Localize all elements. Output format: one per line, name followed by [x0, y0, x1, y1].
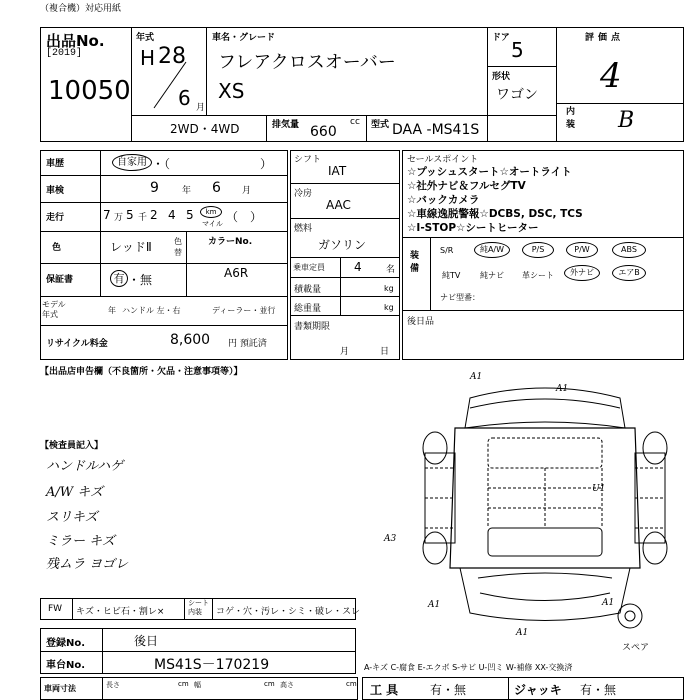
jack-value: 有・無	[580, 683, 617, 697]
tools-label: 工 具	[370, 683, 399, 697]
weight-label: 総重量	[294, 304, 322, 314]
equipment-label: 装備	[410, 251, 420, 274]
capacity-value: 4	[354, 260, 362, 274]
model-code: DAA -MS41S	[392, 122, 480, 138]
equip-abs-circled: ABS	[612, 242, 646, 258]
spare-label: スペア	[622, 643, 650, 653]
weight-unit: kg	[384, 303, 394, 312]
fw-items: キズ・ヒビ石・割レ×	[76, 607, 165, 617]
docs-label: 書類期限	[294, 322, 331, 332]
lot-label: 出品No.	[46, 32, 105, 50]
mile-label: マイル	[202, 220, 223, 228]
km-circled: km	[200, 206, 222, 218]
color-change-label: 色替	[174, 237, 182, 257]
shape-label: 形状	[492, 72, 511, 82]
model-label: 型式	[371, 120, 390, 130]
year-era: H	[140, 46, 156, 70]
warranty-yes-circled: 有	[110, 270, 128, 287]
recycle-label: リサイクル料金	[46, 339, 108, 349]
colorno-value: A6R	[224, 266, 249, 280]
docs-month: 月	[340, 347, 350, 357]
history-close-paren: ）	[260, 157, 273, 171]
model-year-label: モデル年式	[42, 300, 66, 319]
equip-navi: 純ナビ	[480, 271, 504, 280]
equip-airbag-circled: エアB	[612, 265, 646, 281]
fw-label: FW	[48, 604, 63, 614]
colorno-label: カラーNo.	[208, 237, 253, 247]
sales-point-4: ☆車線逸脱警報☆DCBS, DSC, TCS	[407, 208, 583, 220]
rating-label: 評価点	[585, 33, 625, 43]
equip-pw-circled: P/W	[566, 242, 598, 258]
sales-points-label: セールスポイント	[407, 155, 479, 165]
damage-mark-3: U1	[592, 484, 606, 494]
interior-score: B	[618, 108, 635, 133]
shaken-year: 9	[150, 180, 159, 196]
form-header-text: （複合機）対応用紙	[40, 4, 122, 14]
drive-type: 2WD・4WD	[170, 122, 240, 136]
sales-point-5: ☆I-STOP☆シートヒーター	[407, 222, 539, 234]
sales-point-1: ☆プッシュスタート☆オートライト	[407, 166, 572, 178]
mileage-digit-1: 7	[103, 208, 111, 222]
damage-mark-7: A1	[516, 628, 529, 638]
shift-value: IAT	[328, 164, 347, 178]
mileage-man: 万	[114, 213, 124, 223]
private-use-circled: 自家用	[112, 154, 152, 171]
dealer-parallel: ディーラー・並行	[212, 306, 276, 315]
size-length: 長さ	[106, 681, 120, 689]
docs-day: 日	[380, 347, 390, 357]
shaken-month-unit: 月	[242, 186, 252, 196]
model-year-unit: 年	[108, 306, 116, 315]
later-items-label: 後日品	[407, 317, 435, 327]
capacity-label: 乗車定員	[293, 263, 325, 272]
sales-point-2: ☆社外ナビ＆フルセグTV	[407, 180, 526, 192]
history-block	[40, 150, 288, 360]
load-unit: kg	[384, 284, 394, 293]
inspector-note-1: ハンドルハゲ	[46, 459, 124, 474]
equip-alloy-circled: 純A/W	[474, 242, 510, 258]
inspector-note-3: スリキズ	[46, 510, 98, 525]
mileage-paren: （ ）	[226, 210, 263, 224]
damage-mark-2: A1	[556, 384, 569, 394]
damage-mark-4: A3	[384, 534, 397, 544]
door-label: ドア	[492, 33, 510, 43]
year-divider-slash	[140, 60, 200, 110]
seat-label: シート 内装	[188, 599, 209, 616]
seat-items: コゲ・穴・汚レ・シミ・破レ・スレ	[216, 607, 361, 617]
shaken-year-unit: 年	[182, 186, 192, 196]
vehicle-info-block	[40, 27, 684, 142]
fuel-label: 燃料	[294, 224, 313, 234]
door-count: 5	[511, 38, 524, 62]
recycle-fee: 8,600	[170, 332, 211, 348]
navi-model-label: ナビ型番：	[440, 293, 480, 302]
color-value: レッドⅡ	[110, 240, 152, 254]
equip-leather: 革シート	[522, 271, 554, 280]
equip-ps-circled: P/S	[522, 242, 554, 258]
fuel-value: ガソリン	[318, 238, 367, 252]
size-height: 高さ	[280, 681, 294, 689]
displacement-value: 660	[310, 124, 337, 140]
mileage-digit-4: 4	[168, 208, 176, 222]
size-height-cm: cm	[346, 680, 357, 688]
lot-year-tag: [2019]	[46, 48, 83, 59]
load-label: 積載量	[294, 285, 322, 295]
year-label: 年式	[136, 33, 155, 43]
displacement-unit: cc	[350, 117, 360, 127]
jack-label: ジャッキ	[514, 683, 562, 697]
recycle-unit: 円 預託済	[228, 339, 267, 349]
tools-value: 有・無	[430, 683, 467, 697]
month-value: 6	[178, 86, 191, 110]
car-diagram	[400, 368, 690, 648]
size-width: 幅	[194, 681, 201, 689]
equip-sunroof: S/R	[440, 246, 454, 255]
body-shape: ワゴン	[496, 87, 538, 103]
damage-legend: A-キズ C-腐食 E-エクボ S-サビ U-凹ミ W-補修 XX-交換済	[364, 663, 573, 672]
name-grade-label: 車名・グレード	[212, 33, 276, 43]
equip-tv: 純TV	[442, 271, 461, 280]
vehicle-name: フレアクロスオーバー	[218, 52, 396, 73]
ac-label: 冷房	[294, 189, 313, 199]
seller-notes-label: 【出品店申告欄（不良箇所・欠品・注意事項等）】	[40, 367, 243, 377]
warranty-label: 保証書	[46, 275, 74, 285]
history-label: 車歴	[46, 159, 65, 169]
month-unit: 月	[196, 103, 206, 113]
chassis-label: 車台No.	[46, 660, 86, 671]
shaken-month: 6	[212, 180, 221, 196]
handle-side: ハンドル 左・右	[122, 306, 181, 315]
shift-label: シフト	[294, 155, 322, 165]
size-width-cm: cm	[264, 680, 275, 688]
interior-label: 内装	[566, 107, 576, 130]
mileage-digit-2: 5	[126, 208, 134, 222]
mileage-label: 走行	[46, 213, 65, 223]
sales-point-3: ☆バックカメラ	[407, 194, 480, 206]
chassis-number: MS41S－170219	[154, 657, 270, 673]
mileage-digit-3: 2	[150, 208, 158, 222]
rating-score: 4	[600, 56, 622, 96]
inspector-note-4: ミラー キズ	[46, 534, 115, 549]
damage-mark-5: A1	[428, 600, 441, 610]
reg-label: 登録No.	[46, 638, 86, 649]
warranty-no: ・無	[128, 273, 153, 287]
vehicle-grade: XS	[218, 79, 245, 103]
damage-mark-6: A1	[602, 598, 615, 608]
size-length-cm: cm	[178, 680, 189, 688]
color-label: 色	[52, 243, 62, 253]
equip-aftermarket-navi-circled: 外ナビ	[564, 265, 600, 281]
ac-value: AAC	[326, 198, 351, 212]
inspector-label: 【検査員記入】	[40, 441, 104, 451]
capacity-unit: 名	[386, 265, 396, 275]
size-label: 車両寸法	[44, 684, 76, 693]
year-value: 28	[158, 44, 186, 69]
mileage-digit-5: 5	[186, 208, 194, 222]
damage-mark-1: A1	[470, 372, 483, 382]
reg-value: 後日	[134, 634, 159, 648]
inspector-note-2: A/W キズ	[46, 485, 104, 500]
mileage-sen: 千	[138, 213, 148, 223]
inspector-note-5: 残ムラ ヨゴレ	[46, 557, 129, 572]
displacement-label: 排気量	[272, 120, 300, 130]
history-rest: ・（	[152, 157, 171, 171]
shaken-label: 車検	[46, 186, 65, 196]
lot-number: 10050	[48, 76, 131, 106]
